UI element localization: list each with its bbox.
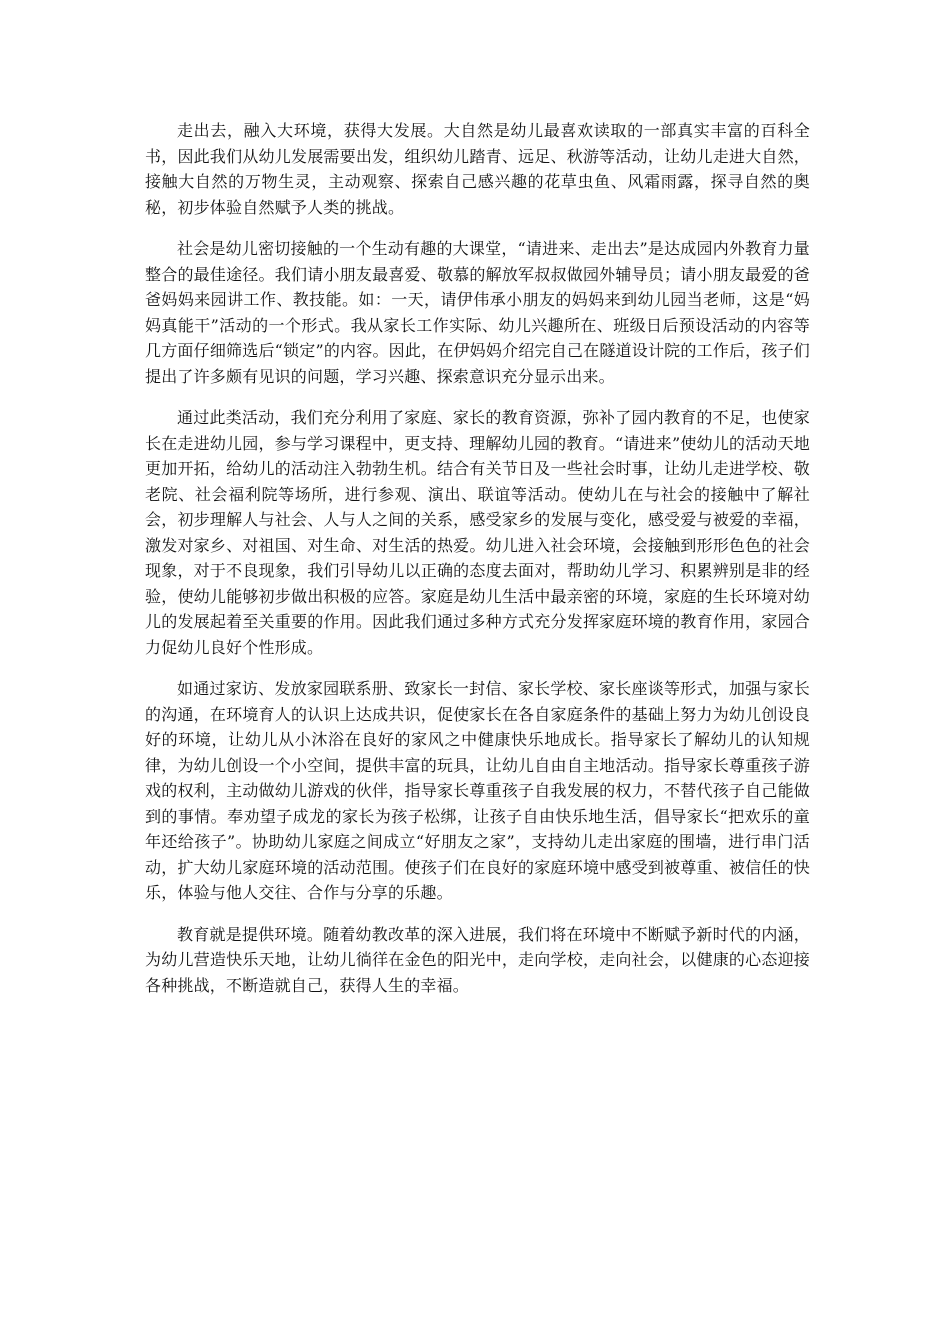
- paragraph-5: 教育就是提供环境。随着幼教改革的深入进展，我们将在环境中不断赋予新时代的内涵，为幼儿营造快乐天地，让幼儿徜徉在金色的阳光中，走向学校，走向社会，以健康的心态迎接各种挑战，不断造就自己，获得人生的幸福。: [145, 924, 810, 995]
- paragraph-2: 社会是幼儿密切接触的一个生动有趣的大课堂，“请进来、走出去”是达成园内外教育力量整合的最佳途径。我们请小朋友最喜爱、敬慕的解放军叔叔做园外辅导员；请小朋友最爱的爸爸妈妈来园讲工作、教技能。如：一天，请伊伟承小朋友的妈妈来到幼儿园当老师，这是“妈妈真能干”活动的一个形式。我从家长工作实际、幼儿兴趣所在、班级日后预设活动的内容等几方面仔细筛选后“锁定”的内容。因此，在伊妈妈介绍完自己在隧道设计院的工作后，孩子们提出了许多颇有见识的问题，学习兴趣、探索意识充分显示出来。: [145, 239, 810, 386]
- paragraph-1: 走出去，融入大环境，获得大发展。大自然是幼儿最喜欢读取的一部真实丰富的百科全书，因此我们从幼儿发展需要出发，组织幼儿踏青、远足、秋游等活动，让幼儿走进大自然，接触大自然的万物生灵，主动观察、探索自己感兴趣的花草虫鱼、风霜雨露，探寻自然的奥秘，初步体验自然赋予人类的挑战。: [145, 121, 810, 217]
- paragraph-3: 通过此类活动，我们充分利用了家庭、家长的教育资源，弥补了园内教育的不足，也使家长在走进幼儿园，参与学习课程中，更支持、理解幼儿园的教育。“请进来”使幼儿的活动天地更加开拓，给幼儿的活动注入勃勃生机。结合有关节日及一些社会时事，让幼儿走进学校、敬老院、社会福利院等场所，进行参观、演出、联谊等活动。使幼儿在与社会的接触中了解社会，初步理解人与社会、人与人之间的关系，感受家乡的发展与变化，感受爱与被爱的幸福，激发对家乡、对祖国、对生命、对生活的热爱。幼儿进入社会环境，会接触到形形色色的社会现象，对于不良现象，我们引导幼儿以正确的态度去面对，帮助幼儿学习、积累辨别是非的经验，使幼儿能够初步做出积极的应答。家庭是幼儿生活中最亲密的环境，家庭的生长环境对幼儿的发展起着至关重要的作用。因此我们通过多种方式充分发挥家庭环境的教育作用，家园合力促幼儿良好个性形成。: [145, 408, 810, 657]
- paragraph-4: 如通过家访、发放家园联系册、致家长一封信、家长学校、家长座谈等形式，加强与家长的沟通，在环境育人的认识上达成共识，促使家长在各自家庭条件的基础上努力为幼儿创设良好的环境，让幼儿从小沐浴在良好的家风之中健康快乐地成长。指导家长了解幼儿的认知规律，为幼儿创设一个小空间，提供丰富的玩具，让幼儿自由自主地活动。指导家长尊重孩子游戏的权利，主动做幼儿游戏的伙伴，指导家长尊重孩子自我发展的权力，不替代孩子自己能做到的事情。奉劝望子成龙的家长为孩子松绑，让孩子自由快乐地生活，倡导家长“把欢乐的童年还给孩子”。协助幼儿家庭之间成立“好朋友之家”，支持幼儿走出家庭的围墙，进行串门活动，扩大幼儿家庭环境的活动范围。使孩子们在良好的家庭环境中感受到被尊重、被信任的快乐，体验与他人交往、合作与分享的乐趣。: [145, 679, 810, 902]
- document-body: [145, 118, 810, 1014]
